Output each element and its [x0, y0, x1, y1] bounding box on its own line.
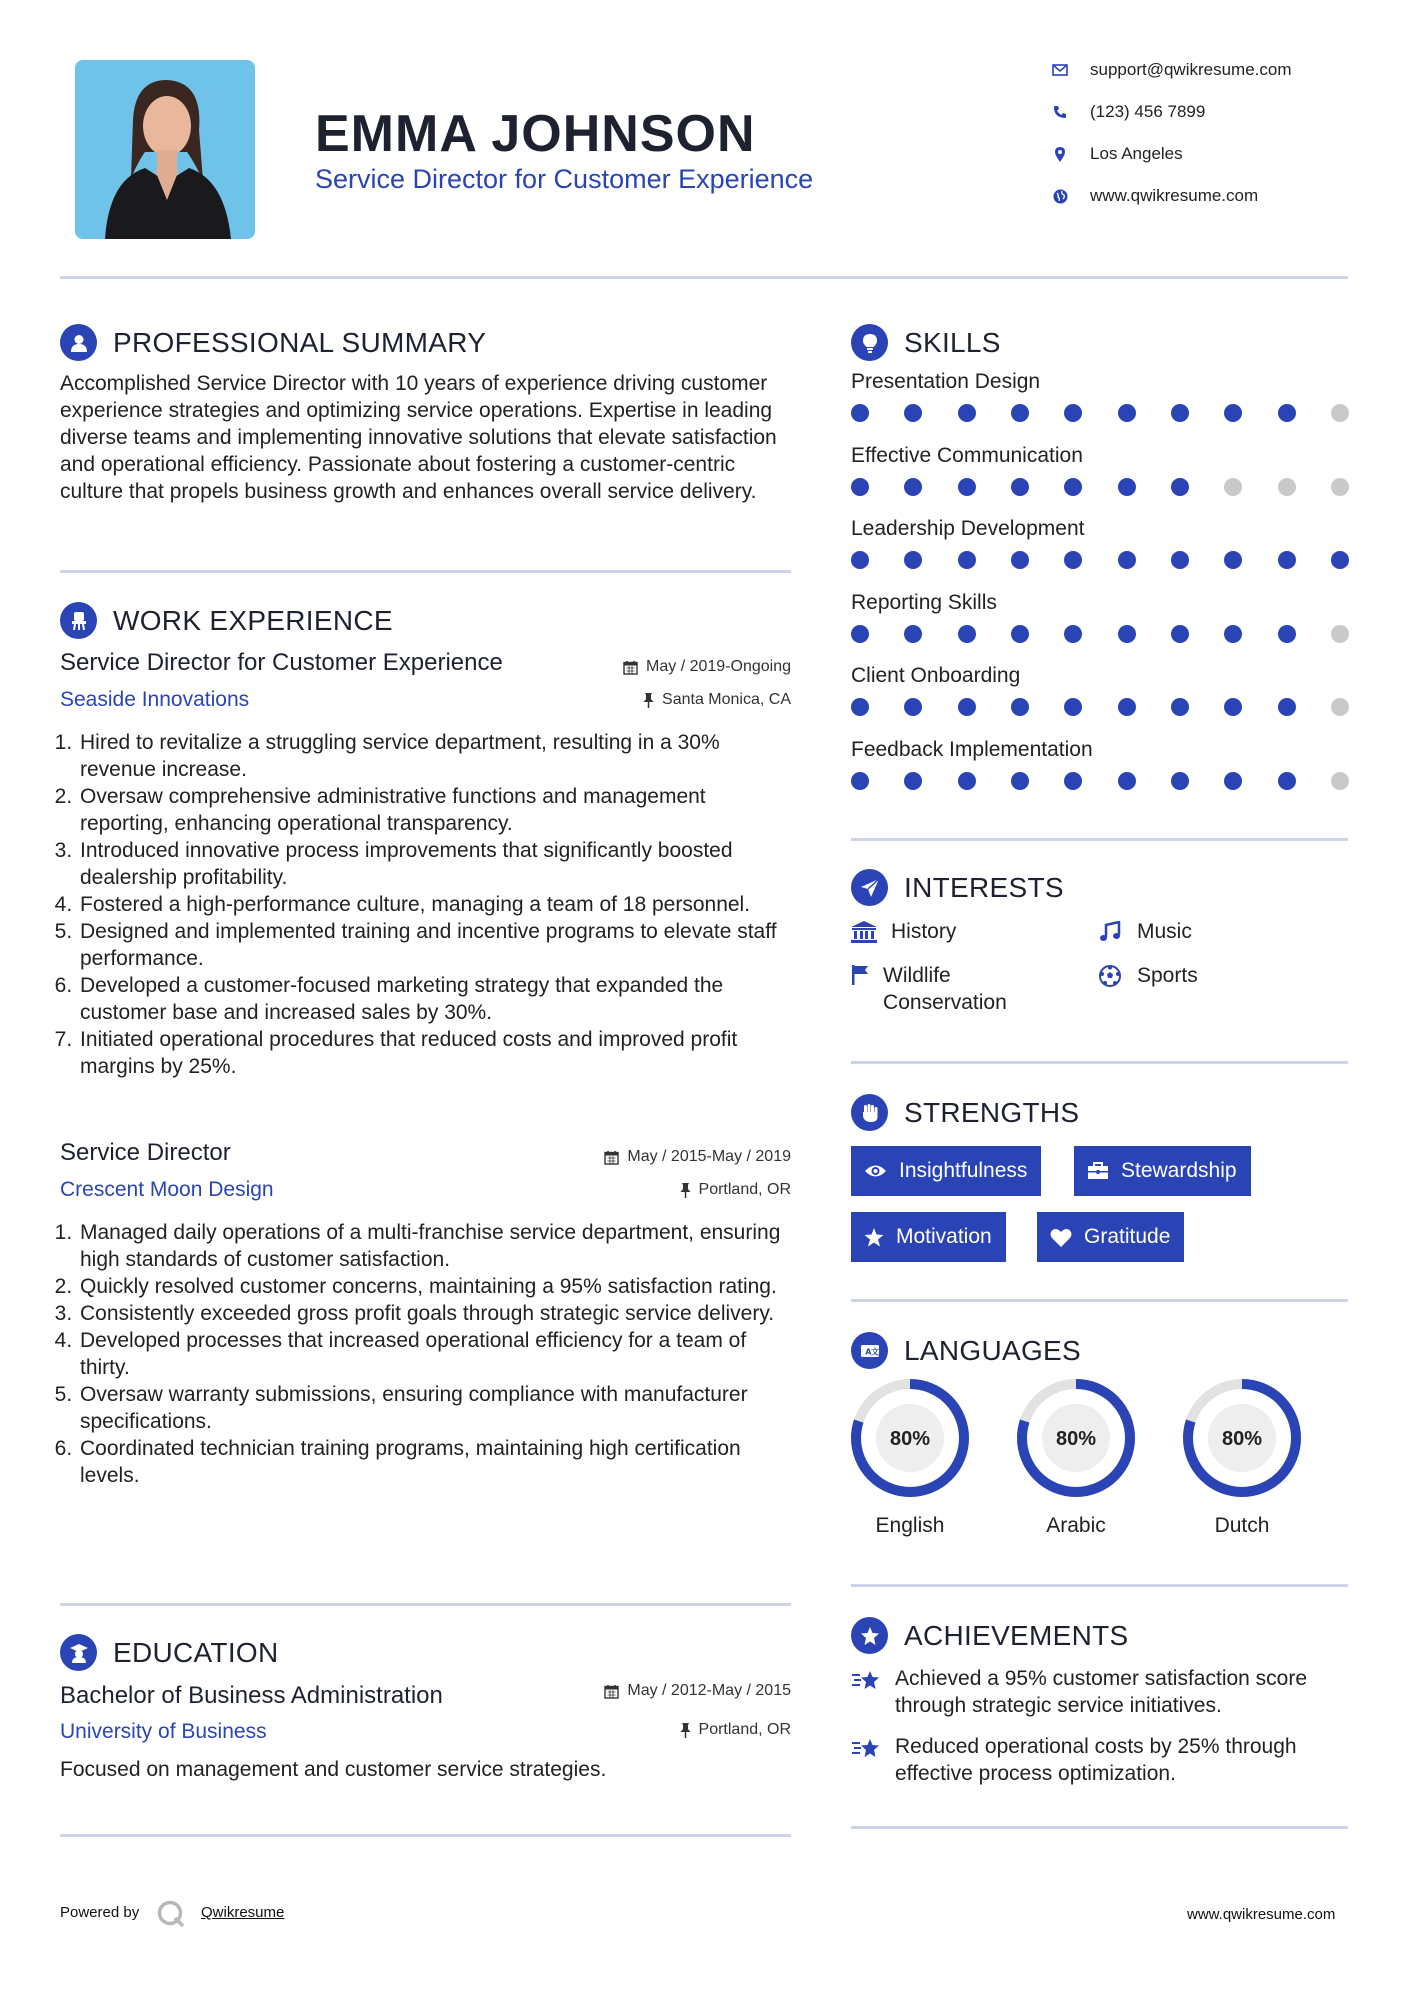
list-item: 2. Quickly resolved customer concerns, maintaining a 95% satisfaction rating. [78, 1273, 796, 1300]
skill-dot-empty [1331, 404, 1349, 422]
languages-list [849, 1377, 1309, 1547]
list-item: 4. Developed processes that increased operational efficiency for a team of thirty. [78, 1327, 796, 1381]
paper-plane-icon [851, 869, 888, 906]
job-dates: May / 2019-Ongoing [500, 658, 791, 676]
qwikresume-link[interactable]: Qwikresume [201, 1904, 285, 1921]
interests-divider [851, 1061, 1348, 1064]
lightbulb-icon [851, 324, 888, 361]
header-divider [60, 276, 1348, 279]
heart-icon [1050, 1228, 1072, 1247]
school-name: University of Business [60, 1720, 267, 1743]
achievement-item: Reduced operational costs by 25% through effective process optimization. [851, 1733, 1348, 1787]
list-item: 1. Managed daily operations of a multi-franchise service department, ensuring high standards of customer satisfaction. [78, 1219, 796, 1273]
shooting-star-icon [851, 1733, 883, 1768]
skill-dot-filled [1171, 698, 1189, 716]
job-company: Seaside Innovations [60, 688, 250, 711]
user-icon [60, 324, 97, 361]
skill-dot-filled [1118, 404, 1136, 422]
star-badge-icon [851, 1617, 888, 1654]
skill-dot-filled [958, 772, 976, 790]
svg-text:文: 文 [870, 1347, 879, 1356]
skill-dot-filled [1278, 625, 1296, 643]
skill-dot-filled [904, 698, 922, 716]
skill-dot-filled [1118, 551, 1136, 569]
job-location: Santa Monica, CA [500, 691, 791, 709]
language-name: Arabic [1046, 1514, 1106, 1537]
education-description: Focused on management and customer service strategies. [60, 1758, 607, 1781]
contact-website[interactable]: www.qwikresume.com [1052, 186, 1258, 206]
skill-dot-filled [904, 551, 922, 569]
experience-heading: WORK EXPERIENCE [60, 602, 393, 639]
interests-heading: INTERESTS [851, 869, 1064, 906]
contact-phone[interactable]: (123) 456 7899 [1052, 102, 1205, 122]
skill-dot-filled [1224, 772, 1242, 790]
skill-dot-filled [904, 478, 922, 496]
calendar-icon [604, 1150, 619, 1165]
star-icon [864, 1228, 884, 1247]
skill-dot-filled [1011, 698, 1029, 716]
strength-tag: Motivation [851, 1212, 1006, 1262]
phone-icon [1052, 104, 1068, 120]
language-item [1015, 1377, 1137, 1538]
language-progress-ring [849, 1377, 971, 1499]
skills-divider [851, 838, 1348, 841]
skill-name: Feedback Implementation [851, 737, 1093, 761]
skill-row [851, 370, 1349, 422]
skill-rating [851, 625, 1349, 643]
skill-dot-filled [1064, 698, 1082, 716]
job-responsibilities [60, 729, 790, 1080]
skill-name: Reporting Skills [851, 590, 997, 614]
contact-email[interactable]: support@qwikresume.com [1052, 60, 1292, 80]
skill-rating [851, 551, 1349, 569]
achievements-heading: ACHIEVEMENTS [851, 1617, 1129, 1654]
skill-dot-filled [1224, 698, 1242, 716]
candidate-name: EMMA JOHNSON [315, 105, 756, 163]
bank-icon [851, 918, 877, 943]
strengths-heading: STRENGTHS [851, 1094, 1079, 1131]
skill-dot-filled [958, 625, 976, 643]
skill-dot-filled [1118, 478, 1136, 496]
skill-dot-filled [1224, 404, 1242, 422]
translate-icon [851, 1332, 888, 1369]
skill-dot-filled [1171, 404, 1189, 422]
calendar-icon [604, 1684, 619, 1699]
job-company: Crescent Moon Design [60, 1178, 274, 1201]
language-percent-label: 80% [1055, 1428, 1097, 1450]
skill-dot-filled [1118, 625, 1136, 643]
languages-heading: A 文 LANGUAGES [851, 1332, 1081, 1369]
skill-dot-filled [1064, 478, 1082, 496]
skill-dot-filled [904, 772, 922, 790]
skill-dot-filled [904, 404, 922, 422]
skill-rating [851, 772, 1349, 790]
language-name: Dutch [1214, 1514, 1270, 1537]
list-item: 4. Fostered a high-performance culture, managing a team of 18 personnel. [78, 891, 790, 918]
skill-dot-filled [958, 551, 976, 569]
skill-dot-filled [1011, 478, 1029, 496]
skill-rating [851, 478, 1349, 496]
achievements-divider [851, 1826, 1348, 1829]
interest-wildlife-conservation: Wildlife Conservation [851, 962, 1061, 1016]
job-responsibilities [60, 1219, 796, 1489]
pushpin-icon [643, 693, 654, 708]
list-item: 3. Introduced innovative process improvements that significantly boosted dealership profitability. [78, 837, 790, 891]
skill-rating [851, 404, 1349, 422]
graduate-icon [60, 1634, 97, 1671]
footer-website[interactable]: www.qwikresume.com [1187, 1906, 1336, 1923]
skill-row [851, 664, 1349, 716]
skill-row [851, 444, 1349, 496]
skill-dot-empty [1224, 478, 1242, 496]
briefcase-icon [1087, 1162, 1109, 1180]
list-item: 5. Designed and implemented training and incentive programs to elevate staff performance. [78, 918, 790, 972]
skill-dot-filled [851, 551, 869, 569]
fist-icon [851, 1094, 888, 1131]
skill-dot-empty [1331, 625, 1349, 643]
education-dates: May / 2012-May / 2015 [500, 1682, 791, 1700]
pushpin-icon [680, 1723, 691, 1738]
skill-dot-filled [1171, 551, 1189, 569]
skill-dot-filled [1064, 551, 1082, 569]
envelope-icon [1052, 62, 1068, 78]
skill-name: Leadership Development [851, 517, 1085, 540]
skill-dot-filled [1118, 698, 1136, 716]
skill-rating [851, 698, 1349, 716]
education-divider [60, 1834, 791, 1837]
globe-icon [1052, 188, 1068, 204]
skill-dot-filled [851, 772, 869, 790]
skill-dot-filled [1064, 404, 1082, 422]
skill-dot-filled [1224, 551, 1242, 569]
skill-dot-filled [1011, 772, 1029, 790]
skill-dot-filled [958, 404, 976, 422]
summary-text: Accomplished Service Director with 10 years of experience driving customer experience strategies and optimizing service operations. Expertise in leading diverse teams and implementing innovative solutions that elevate satisfaction and operational efficiency. Passionate about fostering a customer-centric culture that propels business growth and enhances overall service delivery. [60, 372, 777, 503]
summary-divider [60, 570, 791, 573]
skill-name: Client Onboarding [851, 664, 1021, 687]
shooting-star-icon [851, 1665, 883, 1700]
interest-music: Music [1097, 918, 1192, 945]
skill-dot-filled [1224, 625, 1242, 643]
calendar-icon [623, 660, 638, 675]
language-item [1181, 1377, 1303, 1538]
language-progress-ring [1015, 1377, 1137, 1499]
job-title: Service Director [60, 1139, 231, 1166]
skill-dot-empty [1331, 772, 1349, 790]
eye-icon [864, 1164, 887, 1178]
list-item: 1. Hired to revitalize a struggling service department, resulting in a 30% revenue increase. [78, 729, 790, 783]
skill-dot-filled [958, 478, 976, 496]
skill-dot-filled [1011, 404, 1029, 422]
profile-photo [75, 60, 255, 239]
svg-text:A: A [864, 1347, 871, 1356]
skill-row [851, 517, 1349, 569]
skill-dot-filled [1064, 625, 1082, 643]
chair-icon [60, 602, 97, 639]
summary-heading: PROFESSIONAL SUMMARY [60, 324, 486, 361]
skill-dot-empty [1331, 478, 1349, 496]
flag-icon [851, 962, 869, 985]
language-name: English [875, 1514, 945, 1537]
qwikresume-logo-icon [156, 1899, 186, 1934]
degree-title: Bachelor of Business Administration [60, 1682, 443, 1709]
skills-heading: SKILLS [851, 324, 1001, 361]
music-icon [1097, 918, 1123, 943]
pushpin-icon [680, 1183, 691, 1198]
languages-divider [851, 1584, 1348, 1587]
strengths-divider [851, 1299, 1348, 1302]
skill-dot-filled [1064, 772, 1082, 790]
skill-dot-filled [1278, 698, 1296, 716]
list-item: 6. Developed a customer-focused marketing strategy that expanded the customer base and increased sales by 30%. [78, 972, 790, 1026]
skill-dot-filled [1278, 551, 1296, 569]
skill-dot-filled [851, 698, 869, 716]
skill-dot-empty [1278, 478, 1296, 496]
skill-dot-filled [1118, 772, 1136, 790]
skill-dot-empty [1331, 698, 1349, 716]
list-item: 7. Initiated operational procedures that reduced costs and improved profit margins by 25%. [78, 1026, 790, 1080]
map-pin-icon [1052, 146, 1068, 162]
skill-row [851, 738, 1349, 790]
list-item: 6. Coordinated technician training programs, maintaining high certification levels. [78, 1435, 796, 1489]
person-portrait-icon [75, 60, 255, 239]
skill-dot-filled [1331, 551, 1349, 569]
strength-tag: Insightfulness [851, 1146, 1041, 1196]
powered-by-text: Powered by [60, 1904, 140, 1921]
skill-row [851, 591, 1349, 643]
list-item: 5. Oversaw warranty submissions, ensuring compliance with manufacturer specifications. [78, 1381, 796, 1435]
experience-divider [60, 1603, 791, 1606]
language-percent-label: 80% [1221, 1428, 1263, 1450]
skill-dot-filled [1011, 625, 1029, 643]
skill-dot-filled [958, 698, 976, 716]
skill-dot-filled [851, 404, 869, 422]
job-location: Portland, OR [500, 1181, 791, 1199]
list-item: 2. Oversaw comprehensive administrative functions and management reporting, enhancing operational transparency. [78, 783, 790, 837]
skill-dot-filled [1278, 404, 1296, 422]
achievement-item: Achieved a 95% customer satisfaction score through strategic service initiatives. [851, 1665, 1348, 1719]
soccer-ball-icon [1097, 962, 1123, 987]
job-title: Service Director for Customer Experience [60, 649, 503, 676]
education-location: Portland, OR [500, 1721, 791, 1739]
interest-history: History [851, 918, 956, 945]
education-heading: EDUCATION [60, 1634, 279, 1671]
skill-dot-filled [851, 625, 869, 643]
skill-dot-filled [1171, 478, 1189, 496]
skill-dot-filled [1278, 772, 1296, 790]
language-percent-label: 80% [889, 1428, 931, 1450]
skill-name: Presentation Design [851, 370, 1041, 393]
contact-location: Los Angeles [1052, 144, 1183, 164]
skill-dot-filled [904, 625, 922, 643]
strength-tag: Gratitude [1037, 1212, 1184, 1262]
job-dates: May / 2015-May / 2019 [500, 1148, 791, 1166]
language-item [849, 1377, 971, 1538]
language-progress-ring [1181, 1377, 1303, 1499]
skill-dot-filled [1171, 625, 1189, 643]
interest-sports: Sports [1097, 962, 1198, 989]
skill-dot-filled [851, 478, 869, 496]
list-item: 3. Consistently exceeded gross profit goals through strategic service delivery. [78, 1300, 796, 1327]
skill-dot-filled [1011, 551, 1029, 569]
candidate-title: Service Director for Customer Experience [315, 164, 814, 194]
strength-tag: Stewardship [1074, 1146, 1251, 1196]
skill-name: Effective Communication [851, 443, 1083, 467]
skill-dot-filled [1171, 772, 1189, 790]
